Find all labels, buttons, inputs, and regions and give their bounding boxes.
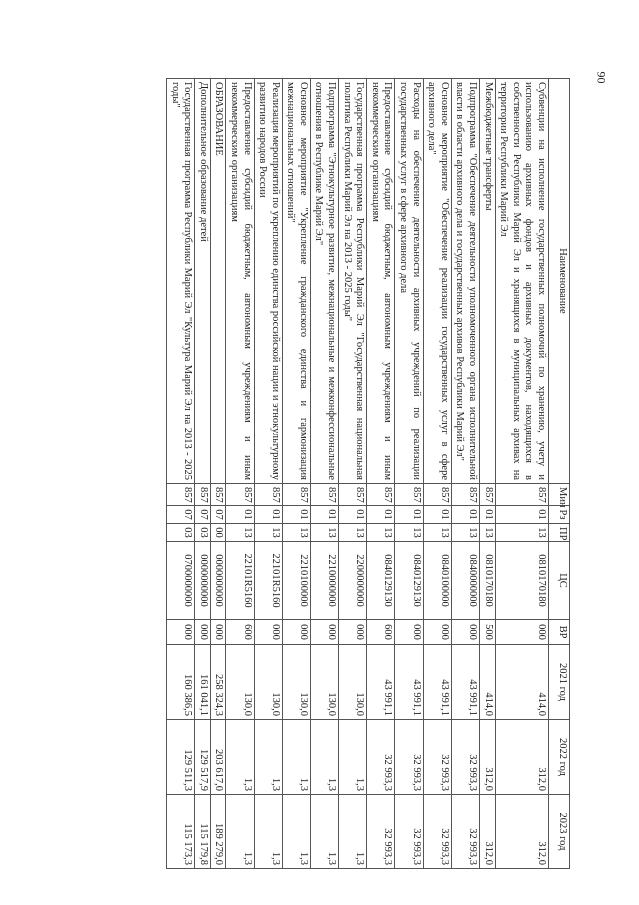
row-name: Предоставление субсидий бюджетным, автономным учреждениям и иным некоммерческим организациям bbox=[226, 79, 254, 484]
row-pr: 13 bbox=[226, 524, 254, 542]
row-name: Подпрограмма "Этнокультурное развитие, межнациональные и межконфессиональные отношения в Республике Марий Эл" bbox=[310, 79, 338, 484]
table-row bbox=[195, 79, 211, 869]
header-vr: ВР bbox=[549, 620, 570, 645]
row-2021: 43 991,1 bbox=[451, 645, 479, 720]
row-min: 857 bbox=[423, 484, 451, 506]
row-2021: 414,0 bbox=[480, 645, 496, 720]
row-min: 857 bbox=[395, 484, 423, 506]
row-2021: 130,0 bbox=[339, 645, 367, 720]
row-cs: 0810170180 bbox=[480, 542, 496, 620]
row-name: Предоставление субсидий бюджетным, автономным учреждениям и иным некоммерческим организациям bbox=[367, 79, 395, 484]
row-pr: 13 bbox=[495, 524, 548, 542]
row-min: 857 bbox=[495, 484, 548, 506]
row-pr: 13 bbox=[339, 524, 367, 542]
row-pr: 03 bbox=[166, 524, 194, 542]
table-row bbox=[423, 79, 451, 869]
row-name: Дополнительное образование детей bbox=[195, 79, 211, 484]
row-2023: 1,3 bbox=[254, 795, 282, 869]
row-2023: 1,3 bbox=[282, 795, 310, 869]
row-name: Государственная программа Республики Марий Эл "Культура Марий Эл на 2013 - 2025 годы" bbox=[166, 79, 194, 484]
table-body bbox=[166, 79, 548, 869]
row-2023: 32 993,3 bbox=[451, 795, 479, 869]
row-cs: 2210100000 bbox=[282, 542, 310, 620]
row-name: Государственная программа Республики Марий Эл "Государственная национальная политика Республики Марий Эл на 2013 - 2025 годы" bbox=[339, 79, 367, 484]
header-name: Наименование bbox=[549, 79, 570, 484]
row-vr: 000 bbox=[339, 620, 367, 645]
row-2021: 130,0 bbox=[226, 645, 254, 720]
table-row bbox=[480, 79, 496, 869]
row-2022: 1,3 bbox=[226, 720, 254, 795]
row-2022: 312,0 bbox=[495, 720, 548, 795]
row-cs: 0810170180 bbox=[495, 542, 548, 620]
row-name: Расходы на обеспечение деятельности архивных учреждений по реализации государственных услуг в сфере архивного дела bbox=[395, 79, 423, 484]
row-2021: 414,0 bbox=[495, 645, 548, 720]
table-header bbox=[549, 79, 570, 869]
row-min: 857 bbox=[210, 484, 226, 506]
row-rz: 01 bbox=[254, 506, 282, 524]
table-row bbox=[210, 79, 226, 869]
row-2021: 160 386,5 bbox=[166, 645, 194, 720]
row-2023: 115 173,3 bbox=[166, 795, 194, 869]
row-2021: 43 991,1 bbox=[367, 645, 395, 720]
row-2022: 32 993,3 bbox=[423, 720, 451, 795]
row-2022: 203 617,0 bbox=[210, 720, 226, 795]
row-pr: 13 bbox=[367, 524, 395, 542]
row-2022: 1,3 bbox=[339, 720, 367, 795]
row-2023: 312,0 bbox=[495, 795, 548, 869]
row-2023: 1,3 bbox=[226, 795, 254, 869]
row-name: Субвенции на исполнение государственных полномочий по хранению, учету и использованию архивных фондов и архивных документов, находящихся в собственности Республики Марий Эл и хранящихся в муниципальных архивах на территории Республики Марий Эл bbox=[495, 79, 548, 484]
row-pr: 13 bbox=[423, 524, 451, 542]
row-2022: 32 993,3 bbox=[451, 720, 479, 795]
header-2023: 2023 год bbox=[549, 795, 570, 869]
row-rz: 01 bbox=[423, 506, 451, 524]
row-vr: 000 bbox=[310, 620, 338, 645]
row-vr: 600 bbox=[367, 620, 395, 645]
table-row bbox=[339, 79, 367, 869]
row-cs: 0840000000 bbox=[451, 542, 479, 620]
row-vr: 000 bbox=[395, 620, 423, 645]
row-pr: 13 bbox=[310, 524, 338, 542]
row-2022: 32 993,3 bbox=[395, 720, 423, 795]
row-pr: 03 bbox=[195, 524, 211, 542]
row-2023: 115 179,8 bbox=[195, 795, 211, 869]
row-2021: 130,0 bbox=[282, 645, 310, 720]
header-min: Мин bbox=[549, 484, 570, 506]
row-rz: 01 bbox=[495, 506, 548, 524]
row-pr: 00 bbox=[210, 524, 226, 542]
row-2023: 1,3 bbox=[339, 795, 367, 869]
row-rz: 07 bbox=[210, 506, 226, 524]
row-min: 857 bbox=[282, 484, 310, 506]
row-rz: 01 bbox=[451, 506, 479, 524]
row-vr: 000 bbox=[451, 620, 479, 645]
row-name: Реализация мероприятий по укреплению единства российской нации и этнокультурному развитию народов России bbox=[254, 79, 282, 484]
row-pr: 13 bbox=[451, 524, 479, 542]
row-cs: 2210000000 bbox=[310, 542, 338, 620]
row-2022: 312,0 bbox=[480, 720, 496, 795]
row-cs: 0840100000 bbox=[423, 542, 451, 620]
row-vr: 000 bbox=[282, 620, 310, 645]
row-2022: 1,3 bbox=[310, 720, 338, 795]
row-rz: 01 bbox=[367, 506, 395, 524]
row-name: Подпрограмма "Обеспечение деятельности уполномоченного органа исполнительной власти в области архивного дела и государственных архивов Республики Марий Эл" bbox=[451, 79, 479, 484]
table-row bbox=[310, 79, 338, 869]
header-cs: ЦС bbox=[549, 542, 570, 620]
row-vr: 000 bbox=[254, 620, 282, 645]
row-min: 857 bbox=[226, 484, 254, 506]
row-name: Основное мероприятие "Обеспечение реализации государственных услуг в сфере архивного дела" bbox=[423, 79, 451, 484]
row-vr: 500 bbox=[480, 620, 496, 645]
row-min: 857 bbox=[195, 484, 211, 506]
row-pr: 13 bbox=[282, 524, 310, 542]
row-2023: 32 993,3 bbox=[395, 795, 423, 869]
table-row bbox=[254, 79, 282, 869]
row-cs: 0840129130 bbox=[367, 542, 395, 620]
row-min: 857 bbox=[451, 484, 479, 506]
row-rz: 01 bbox=[395, 506, 423, 524]
table-row bbox=[226, 79, 254, 869]
row-rz: 01 bbox=[310, 506, 338, 524]
table-row bbox=[166, 79, 194, 869]
row-rz: 01 bbox=[339, 506, 367, 524]
row-cs: 0840129130 bbox=[395, 542, 423, 620]
row-rz: 07 bbox=[166, 506, 194, 524]
row-2022: 1,3 bbox=[254, 720, 282, 795]
row-min: 857 bbox=[339, 484, 367, 506]
row-vr: 000 bbox=[423, 620, 451, 645]
row-pr: 13 bbox=[254, 524, 282, 542]
rotated-page bbox=[90, 78, 570, 868]
row-2021: 43 991,1 bbox=[395, 645, 423, 720]
row-cs: 0700000000 bbox=[166, 542, 194, 620]
row-vr: 600 bbox=[226, 620, 254, 645]
row-name: Основное мероприятие "Укрепление гражданского единства и гармонизация межнациональных отношений" bbox=[282, 79, 310, 484]
row-min: 857 bbox=[367, 484, 395, 506]
row-2021: 130,0 bbox=[310, 645, 338, 720]
row-vr: 000 bbox=[495, 620, 548, 645]
page-number: 90 bbox=[594, 71, 609, 84]
table-row bbox=[282, 79, 310, 869]
row-rz: 01 bbox=[480, 506, 496, 524]
table-row bbox=[367, 79, 395, 869]
row-vr: 000 bbox=[195, 620, 211, 645]
row-2021: 258 324,3 bbox=[210, 645, 226, 720]
row-min: 857 bbox=[310, 484, 338, 506]
row-rz: 07 bbox=[195, 506, 211, 524]
row-min: 857 bbox=[254, 484, 282, 506]
row-name: Межбюджетные трансферты bbox=[480, 79, 496, 484]
row-2023: 189 279,0 bbox=[210, 795, 226, 869]
row-vr: 000 bbox=[210, 620, 226, 645]
row-name: ОБРАЗОВАНИЕ bbox=[210, 79, 226, 484]
row-2023: 32 993,3 bbox=[367, 795, 395, 869]
header-2022: 2022 год bbox=[549, 720, 570, 795]
row-2021: 43 991,1 bbox=[423, 645, 451, 720]
row-vr: 000 bbox=[166, 620, 194, 645]
row-cs: 0000000000 bbox=[210, 542, 226, 620]
row-cs: 0000000000 bbox=[195, 542, 211, 620]
row-rz: 01 bbox=[226, 506, 254, 524]
header-pr: ПР bbox=[549, 524, 570, 542]
row-min: 857 bbox=[166, 484, 194, 506]
row-2022: 129 511,3 bbox=[166, 720, 194, 795]
table-row bbox=[451, 79, 479, 869]
budget-table bbox=[166, 78, 570, 869]
row-2022: 1,3 bbox=[282, 720, 310, 795]
row-2021: 130,0 bbox=[254, 645, 282, 720]
row-rz: 01 bbox=[282, 506, 310, 524]
row-2023: 1,3 bbox=[310, 795, 338, 869]
header-rz: Рз bbox=[549, 506, 570, 524]
row-2023: 32 993,3 bbox=[423, 795, 451, 869]
row-pr: 13 bbox=[480, 524, 496, 542]
row-2022: 32 993,3 bbox=[367, 720, 395, 795]
row-cs: 22101R5160 bbox=[226, 542, 254, 620]
table-row bbox=[395, 79, 423, 869]
header-2021: 2021 год bbox=[549, 645, 570, 720]
row-pr: 13 bbox=[395, 524, 423, 542]
row-2021: 161 041,1 bbox=[195, 645, 211, 720]
row-min: 857 bbox=[480, 484, 496, 506]
row-cs: 2200000000 bbox=[339, 542, 367, 620]
table-row bbox=[495, 79, 548, 869]
row-2023: 312,0 bbox=[480, 795, 496, 869]
row-2022: 129 517,9 bbox=[195, 720, 211, 795]
row-cs: 22101R5160 bbox=[254, 542, 282, 620]
